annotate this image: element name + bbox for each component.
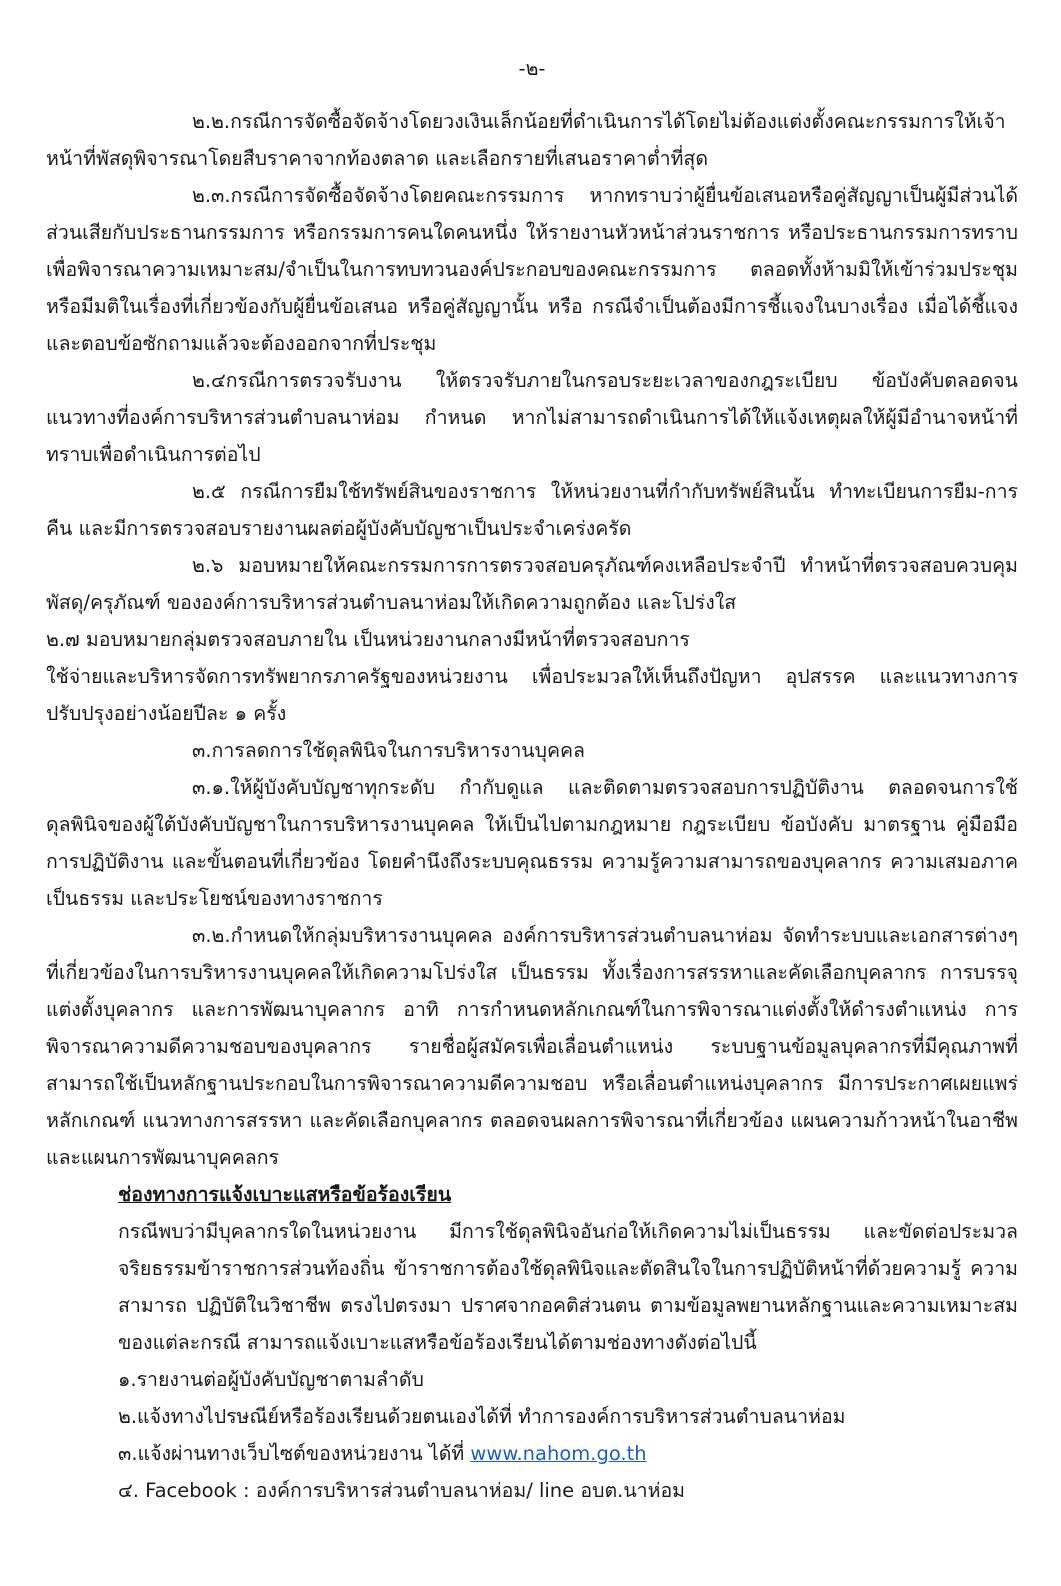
website-link[interactable]: www.nahom.go.th — [470, 1442, 647, 1465]
paragraph-2-7-line2: ใช้จ่ายและบริหารจัดการทรัพยากรภาครัฐของหน่วยงาน เพื่อประมวลให้เห็นถึงปัญหา อุปสรรค และแนวทางการปรับปรุงอย่างน้อยปีละ ๑ ครั้ง — [46, 665, 1018, 725]
paragraph-2-6: ๒.๖ มอบหมายให้คณะกรรมการการตรวจสอบครุภัณฑ์คงเหลือประจำปี ทำหน้าที่ตรวจสอบควบคุมพัสดุ/ครุภัณฑ์ ขององค์การบริหารส่วนตำบลนาห่อมให้เกิดความถูกต้อง และโปร่งใส — [46, 554, 1018, 614]
complaint-channel-1: ๑.รายงานต่อผู้บังคับบัญชาตามลำดับ — [118, 1368, 424, 1391]
complaint-channel-4: ๔. Facebook : องค์การบริหารส่วนตำบลนาห่อม/ line อบต.นาห่อม — [118, 1479, 686, 1502]
paragraph-2-4: ๒.๔กรณีการตรวจรับงาน ให้ตรวจรับภายในกรอบระยะเวลาของกฎระเบียบ ข้อบังคับตลอดจนแนวทางที่องค์การบริหารส่วนตำบลนาห่อม กำหนด หากไม่สามารถดำเนินการได้ให้แจ้งเหตุผลให้ผู้มีอำนาจหน้าที่ทราบเพื่อดำเนินการต่อไป — [46, 369, 1018, 466]
paragraph-2-2: ๒.๒.กรณีการจัดซื้อจัดจ้างโดยวงเงินเล็กน้อยที่ดำเนินการได้โดยไม่ต้องแต่งตั้งคณะกรรมการให้เจ้าหน้าที่พัสดุพิจารณาโดยสืบราคาจากท้องตลาด และเลือกรายที่เสนอราคาต่ำที่สุด — [46, 110, 1006, 170]
complaint-channel-2: ๒.แจ้งทางไปรษณีย์หรือร้องเรียนด้วยตนเองได้ที่ ทำการองค์การบริหารส่วนตำบลนาห่อม — [118, 1405, 846, 1428]
paragraph-2-3: ๒.๓.กรณีการจัดซื้อจัดจ้างโดยคณะกรรมการ หากทราบว่าผู้ยื่นข้อเสนอหรือคู่สัญญาเป็นผู้มีส่วนได้ส่วนเสียกับประธานกรรมการ หรือกรรมการคนใดคนหนึ่ง ให้รายงานหัวหน้าส่วนราชการ หรือประธานกรรมการทราบเพื่อพิจารณาความเหมาะสม/จำเป็นในการทบทวนองค์ประกอบของคณะกรรมการ ตลอดทั้งห้ามมิให้เข้าร่วมประชุมหรือมีมติในเรื่องที่เกี่ยวข้องกับผู้ยื่นข้อเสนอ หรือคู่สัญญานั้น หรือ กรณีจำเป็นต้องมีการชี้แจงในบางเรื่อง เมื่อได้ชี้แจงและตอบข้อซักถามแล้วจะต้องออกจากที่ประชุม — [46, 184, 1018, 355]
paragraph-3-2: ๓.๒.กำหนดให้กลุ่มบริหารงานบุคคล องค์การบริหารส่วนตำบลนาห่อม จัดทำระบบและเอกสารต่างๆที่เกี่ยวข้องในการบริหารงานบุคคลให้เกิดความโปร่งใส เป็นธรรม ทั้งเรื่องการสรรหาและคัดเลือกบุคลากร การบรรจุแต่งตั้งบุคลากร และการพัฒนาบุคลากร อาทิ การกำหนดหลักเกณฑ์ในการพิจารณาแต่งตั้งให้ดำรงตำแหน่ง การพิจารณาความดีความชอบของบุคลากร รายชื่อผู้สมัครเพื่อเลื่อนตำแหน่ง ระบบฐานข้อมูลบุคลากรที่มีคุณภาพที่สามารถใช้เป็นหลักฐานประกอบในการพิจารณาความดีความชอบ หรือเลื่อนตำแหน่งบุคลากร มีการประกาศเผยแพร่หลักเกณฑ์ แนวทางการสรรหา และคัดเลือกบุคลากร ตลอดจนผลการพิจารณาที่เกี่ยวข้อง แผนความก้าวหน้าในอาชีพ และแผนการพัฒนาบุคคลกร — [46, 924, 1018, 1169]
complaint-channel-3 — [46, 1435, 1018, 1472]
paragraph-2-5: ๒.๕ กรณีการยืมใช้ทรัพย์สินของราชการ ให้หน่วยงานที่กำกับทรัพย์สินนั้น ทำทะเบียนการยืม-การคืน และมีการตรวจสอบรายงานผลต่อผู้บังคับบัญชาเป็นประจำเคร่งครัด — [46, 480, 1018, 540]
document-page — [46, 50, 1018, 1509]
complaint-heading: ช่องทางการแจ้งเบาะแสหรือข้อร้องเรียน — [118, 1183, 452, 1206]
complaint-body: กรณีพบว่ามีบุคลากรใดในหน่วยงาน มีการใช้ดุลพินิจอันก่อให้เกิดความไม่เป็นธรรม และขัดต่อประมวลจริยธรรมข้าราชการส่วนท้องถิ่น ข้าราชการต้องใช้ดุลพินิจและตัดสินใจในการปฏิบัติหน้าที่ด้วยความรู้ ความสามารถ ปฏิบัติในวิชาชีพ ตรงไปตรงมา ปราศจากอคติส่วนตน ตามข้อมูลพยานหลักฐานและความเหมาะสมของแต่ละกรณี สามารถแจ้งเบาะแสหรือข้อร้องเรียนได้ตามช่องทางดังต่อไปนี้ — [118, 1220, 1018, 1354]
paragraph-3-1: ๓.๑.ให้ผู้บังคับบัญชาทุกระดับ กำกับดูแล และติดตามตรวจสอบการปฏิบัติงาน ตลอดจนการใช้ดุลพินิจของผู้ใต้บังคับบัญชาในการบริหารงานบุคคล ให้เป็นไปตามกฎหมาย กฎระเบียบ ข้อบังคับ มาตรฐาน คู่มือมือการปฏิบัติงาน และขั้นตอนที่เกี่ยวข้อง โดยคำนึงถึงระบบคุณธรรม ความรู้ความสามารถของบุคลากร ความเสมอภาค เป็นธรรม และประโยชน์ของทางราชการ — [46, 776, 1018, 910]
section-3-title: ๓.การลดการใช้ดุลพินิจในการบริหารงานบุคคล — [192, 739, 586, 762]
page-number: -๒- — [518, 57, 546, 80]
channel-3-label: ๓.แจ้งผ่านทางเว็บไซต์ของหน่วยงาน ได้ที่ — [118, 1442, 471, 1465]
paragraph-2-7-line1: ๒.๗ มอบหมายกลุ่มตรวจสอบภายใน เป็นหน่วยงานกลางมีหน้าที่ตรวจสอบการ — [46, 628, 690, 651]
